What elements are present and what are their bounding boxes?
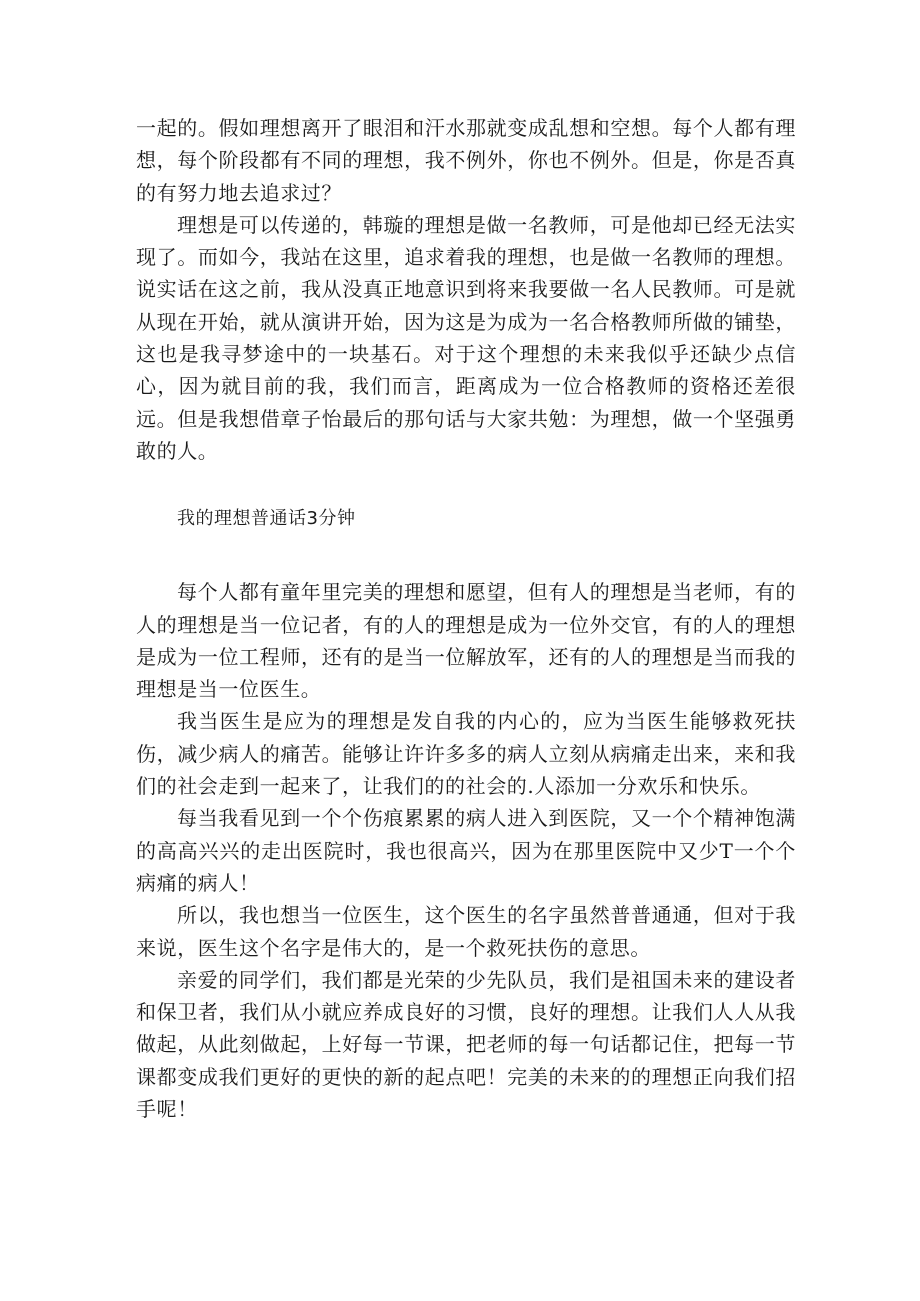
document-page [136, 112, 796, 1125]
section-paragraph-2: 我当医生是应为的理想是发自我的内心的，应为当医生能够救死扶伤，减少病人的痛苦。能够让许许多多的病人立刻从病痛走出来，来和我们的社会走到一起来了，让我们的的社会的.人添加一分欢乐和快乐。 [136, 709, 796, 799]
intro-paragraph-1: 一起的。假如理想离开了眼泪和汗水那就变成乱想和空想。每个人都有理想，每个阶段都有不同的理想，我不例外，你也不例外。但是，你是否真的有努力地去追求过？ [136, 116, 796, 205]
section-paragraph-4: 所以，我也想当一位医生，这个医生的名字虽然普普通通，但对于我来说，医生这个名字是伟大的，是一个救死扶伤的意思。 [136, 903, 796, 960]
section-paragraph-3: 每当我看见到一个个伤痕累累的病人进入到医院，又一个个精神饱满的高高兴兴的走出医院时，我也很高兴，因为在那里医院中又少T一个个病痛的病人！ [136, 806, 796, 895]
section-title: 我的理想普通话3分钟 [177, 508, 356, 530]
intro-paragraph-2: 理想是可以传递的，韩璇的理想是做一名教师，可是他却已经无法实现了。而如今，我站在这里，追求着我的理想，也是做一名教师的理想。说实话在这之前，我从没真正地意识到将来我要做一名人民教师。可是就从现在开始，就从演讲开始，因为这是为成为一名合格教师所做的铺垫，这也是我寻梦途中的一块基石。对于这个理想的未来我似乎还缺少点信心，因为就目前的我，我们而言，距离成为一位合格教师的资格还差很远。但是我想借章子怡最后的那句话与大家共勉：为理想，做一个坚强勇敢的人。 [136, 212, 796, 463]
title-spacer [136, 531, 796, 576]
section-paragraph-1: 每个人都有童年里完美的理想和愿望，但有人的理想是当老师，有的人的理想是当一位记者，有的人的理想是成为一位外交官，有的人的理想是成为一位工程师，还有的是当一位解放军，还有的人的理想是当而我的理想是当一位医生。 [136, 580, 796, 702]
section-paragraph-5: 亲爱的同学们，我们都是光荣的少先队员，我们是祖国未来的建设者和保卫者，我们从小就应养成良好的习惯，良好的理想。让我们人人从我做起，从此刻做起，上好每一节课，把老师的每一句话都记住，把每一节课都变成我们更好的更快的新的起点吧！完美的未来的的理想正向我们招手呢！ [136, 967, 796, 1122]
